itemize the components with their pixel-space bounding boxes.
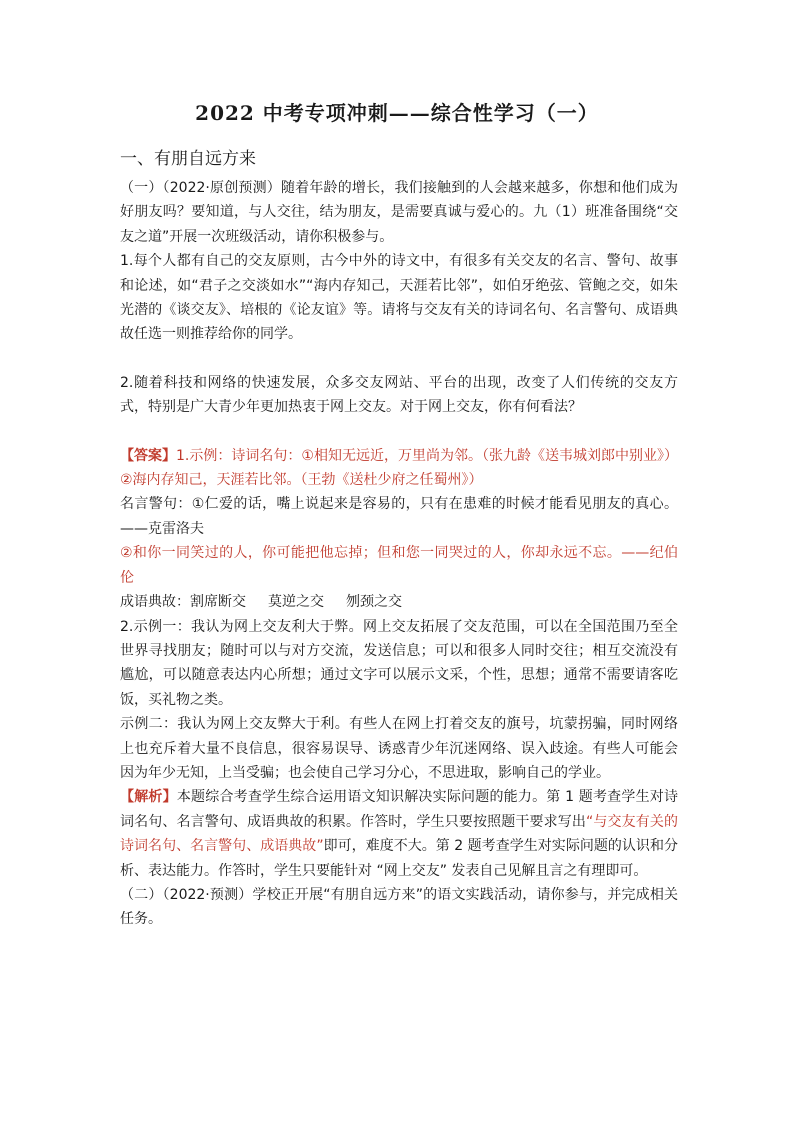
analysis-text-b: 即可，难度不大。第 2 题考查学生对实际问题的认识和分析、表达能力。作答时，学生只要能针对 “网上交友” 发表自己见解且言之有理即可。 [120, 838, 678, 879]
idiom-item: 莫逆之交 [268, 594, 324, 611]
analysis-text-a: 本题综合考查学生综合运用语文知识解决实际问题的能力。第 1 题考查学生对诗词名句、名言警句、成语典故的积累。作答时，学生只要按照题干要求写出 [120, 789, 678, 830]
document-title: 2022 中考专项冲刺——综合性学习（一） [195, 101, 599, 125]
part-2-intro: （二）（2022·预测）学校正开展“有朋自远方来”的语文实践活动，请你参与，并完成相关任务。 [120, 886, 678, 928]
intro-paragraph: （一）（2022·原创预测）随着年龄的增长，我们接触到的人会越来越多，你想和他们成为好朋友吗？要知道，与人交往，结为朋友，是需要真诚与爱心的。九（1）班准备围绕“交友之道”开展一次班级活动，请你积极参与。 [120, 180, 678, 245]
question-2: 2.随着科技和网络的快速发展，众多交友网站、平台的出现，改变了人们传统的交友方式，特别是广大青少年更加热衷于网上交友。对于网上交友，你有何看法？ [120, 374, 678, 416]
section-heading: 一、有朋自远方来 [120, 149, 256, 169]
question-1: 1.每个人都有自己的交友原则，古今中外的诗文中，有很多有关交友的名言、警句、故事和论述，如“君子之交淡如水”“海内存知己，天涯若比邻”，如伯牙绝弦、管鲍之交，如朱光潜的《谈交友》、培根的《论友谊》等。请将与交友有关的诗词名句、名言警句、成语典故任选一则推荐给你的同学。 [120, 253, 678, 343]
answer-quote-2: ②和你一同笑过的人，你可能把他忘掉；但和您一同哭过的人，你却永远不忘。——纪伯伦 [120, 545, 678, 586]
answer-quote-paragraph [120, 492, 678, 541]
analysis-paragraph [120, 785, 678, 883]
analysis-text-red: “与交友有关的诗词名句、名言警句、成语典故” [120, 813, 678, 855]
answer-poem-text: ①相知无远近，万里尚为邻。（张九龄《送韦城刘郎中别业》）②海内存知己，天涯若比邻。（王勃《送杜少府之任蜀州》） [120, 447, 678, 489]
answer-quote-label: 名言警句： [120, 496, 192, 513]
answer-poem-paragraph [120, 444, 678, 493]
idiom-item: 割席断交 [190, 594, 246, 611]
spacer [120, 420, 678, 444]
analysis-tag: 【解析】 [120, 789, 177, 806]
answer-idiom-label: 成语典故： [120, 594, 190, 611]
document-body [120, 176, 678, 932]
spacer [120, 347, 678, 371]
answer-idiom-paragraph [120, 590, 678, 614]
idiom-item: 刎颈之交 [346, 594, 402, 611]
answer-tag: 【答案】 [120, 447, 177, 464]
answer-poem-label: 1.示例：诗词名句： [176, 447, 302, 464]
answer-quote-1: ①仁爱的话，嘴上说起来是容易的，只有在患难的时候才能看见朋友的真心。——克雷洛夫 [120, 496, 678, 537]
answer-example-1: 2.示例一：我认为网上交友利大于弊。网上交友拓展了交友范围，可以在全国范围乃至全世界寻找朋友；随时可以与对方交流，发送信息；可以和很多人同时交往；相互交流没有尴尬，可以随意表达内心所想；通过文字可以展示文采，个性，思想；通常不需要请客吃饭，买礼物之类。 [120, 618, 678, 708]
answer-example-2: 示例二：我认为网上交友弊大于利。有些人在网上打着交友的旗号，坑蒙拐骗，同时网络上也充斥着大量不良信息，很容易误导、诱惑青少年沉迷网络、误入歧途。有些人可能会因为年少无知，上当受骗；也会使自己学习分心，不思进取，影响自己的学业。 [120, 716, 678, 781]
